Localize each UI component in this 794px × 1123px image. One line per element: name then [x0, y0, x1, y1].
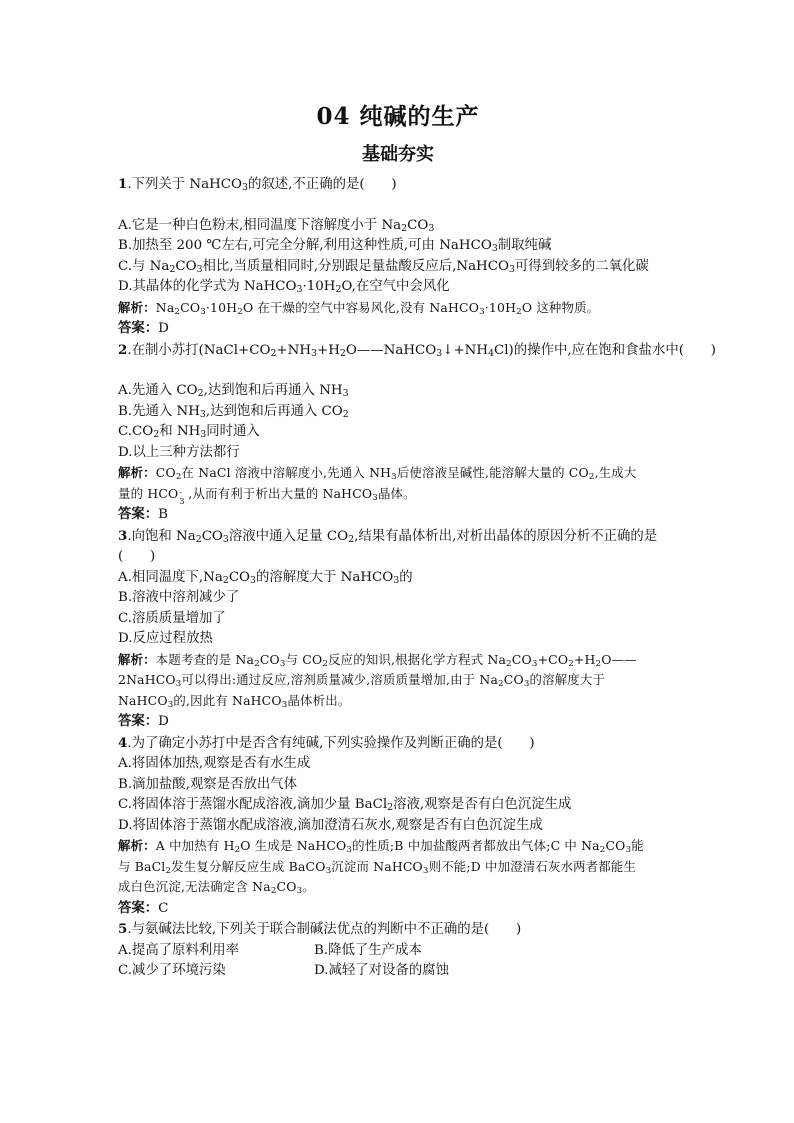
answer-label: 答案：	[118, 320, 159, 336]
section-title: 基础夯实	[362, 144, 434, 165]
answer-label: 答案：	[118, 713, 159, 729]
question-1	[118, 174, 678, 340]
explanation: 解析：$CO_2$在 NaCl 溶液中溶解度小,先通入 $NH_3$后使溶液呈碱性,能溶解大量的 $CO_2$,生成大	[118, 465, 637, 482]
option-b: B.加热至 200 ℃左右,可完全分解,利用这种性质,可由 NaHCO$_3$制取纯碱	[118, 238, 552, 254]
worksheet-page	[118, 100, 716, 982]
option-d: D.反应过程放热	[118, 631, 213, 646]
option-a: A.它是一种白色粉末,相同温度下溶解度小于 $Na_2CO_3$	[118, 217, 435, 234]
question-stem: 4.为了确定小苏打中是否含有纯碱,下列实验操作及判断正确的是( )	[118, 734, 535, 751]
explanation: 解析：$Na_2CO_3\cdot 10H_2O$ 在干燥的空气中容易风化,没有 $NaHCO_3\cdot 10H_2O$ 这种物质。	[118, 299, 600, 317]
option-c: C.溶质质量增加了	[118, 610, 226, 626]
explanation-continued: 2NaHCO$_3$可以得出:通过反应,溶剂质量减少,溶质质量增加,由于 $Na_2CO_3$的溶解度大于	[118, 672, 606, 689]
option-d: D.其晶体的化学式为 $NaHCO_3\cdot 10H_2O$,在空气中会风化	[118, 279, 450, 295]
option-d: D.以上三种方法都行	[118, 444, 240, 460]
explanation: 解析：本题考查的是 $Na_2CO_3$与 $CO_2$反应的知识,根据化学方程式 $Na_2CO_3+CO_2+H_2O——$	[118, 651, 637, 669]
options-row-2	[118, 961, 678, 982]
option-c: C.与 $Na_2CO_3$相比,当质量相同时,分别跟足量盐酸反应后,NaHCO$_3$可得到较多的二氧化碳	[118, 258, 649, 275]
option-b: B.先通入 $NH_3$,达到饱和后再通入 $CO_2$	[118, 403, 349, 420]
option-a: A.将固体加热,观察是否有水生成	[118, 756, 311, 771]
answer	[118, 898, 678, 920]
option-a: A.相同温度下$,Na_2CO_3$的溶解度大于 NaHCO$_3$的	[118, 569, 413, 586]
question-2	[118, 340, 716, 526]
explanation: 解析：A 中加热有 $H_2O$ 生成是 NaHCO$_3$的性质;B 中加盐酸两者都放出气体;C 中 $Na_2CO_3$能	[118, 838, 644, 855]
explanation-label: 解析：	[118, 838, 156, 853]
answer-value: D	[158, 321, 169, 336]
explanation-continued: 量的 HCO - 3 ,从而有利于析出大量的 NaHCO$_3$晶体。	[118, 485, 416, 506]
option-b: B.降低了生产成本	[314, 942, 422, 958]
option-c: C.减少了环境污染	[118, 963, 226, 978]
answer-label: 答案：	[118, 899, 159, 916]
explanation-continued: NaHCO$_3$的,因此有 NaHCO$_3$晶体析出。	[118, 692, 351, 710]
question-stem: 1.下列关于 NaHCO$_3$的叙述,不正确的是( )	[118, 176, 397, 193]
explanation-label: 解析：	[118, 465, 156, 480]
answer	[118, 711, 678, 733]
option-d: D.将固体溶于蒸馏水配成溶液,滴加澄清石灰水,观察是否有白色沉淀生成	[118, 817, 543, 833]
answer-value: D	[158, 714, 169, 729]
question-3	[118, 526, 678, 733]
option-b: B.滴加盐酸,观察是否放出气体	[118, 776, 298, 792]
question-stem-continued: ( )	[118, 549, 156, 564]
question-stem: 5.与氨碱法比较,下列关于联合制碱法优点的判断中不正确的是( )	[118, 921, 522, 937]
answer	[118, 504, 678, 526]
answer	[118, 318, 678, 340]
answer-value: B	[158, 507, 169, 522]
page-title: 04 纯碱的生产	[316, 103, 480, 130]
explanation-continued: 成白色沉淀,无法确定含 $Na_2CO_3$。	[118, 879, 315, 896]
question-5	[118, 919, 678, 982]
explanation-continued: 与 BaCl$_2$发生复分解反应生成 BaCO$_3$沉淀而 NaHCO$_3$则不能;D 中加澄清石灰水两者都能生	[118, 858, 637, 876]
option-a: A.提高了原料利用率	[118, 942, 240, 958]
question-stem: 2.在制小苏打$(NaCl+CO_2+NH_3+H_2O——NaHCO_3↓+NH_4Cl)$的操作中,应在饱和食盐水中( )	[118, 341, 716, 359]
question-stem: 3.向饱和 $Na_2CO_3$溶液中通入足量 $CO_2$,结果有晶体析出,对析出晶体的原因分析不正确的是	[118, 527, 658, 545]
answer-label: 答案：	[118, 506, 159, 522]
answer-value: C	[158, 900, 169, 916]
explanation-label: 解析：	[118, 299, 156, 315]
option-c: $C.CO_2$和 $NH_3$同时通入	[118, 424, 260, 440]
option-a: A.先通入 $CO_2$,达到饱和后再通入 $NH_3$	[118, 383, 349, 399]
question-4	[118, 733, 678, 920]
option-c: C.将固体溶于蒸馏水配成溶液,滴加少量 BaCl$_2$溶液,观察是否有白色沉淀生成	[118, 797, 572, 813]
option-d: D.减轻了对设备的腐蚀	[314, 963, 450, 978]
options-row-1	[118, 941, 678, 962]
option-b: B.溶液中溶剂减少了	[118, 590, 240, 605]
explanation-label: 解析：	[118, 651, 156, 667]
